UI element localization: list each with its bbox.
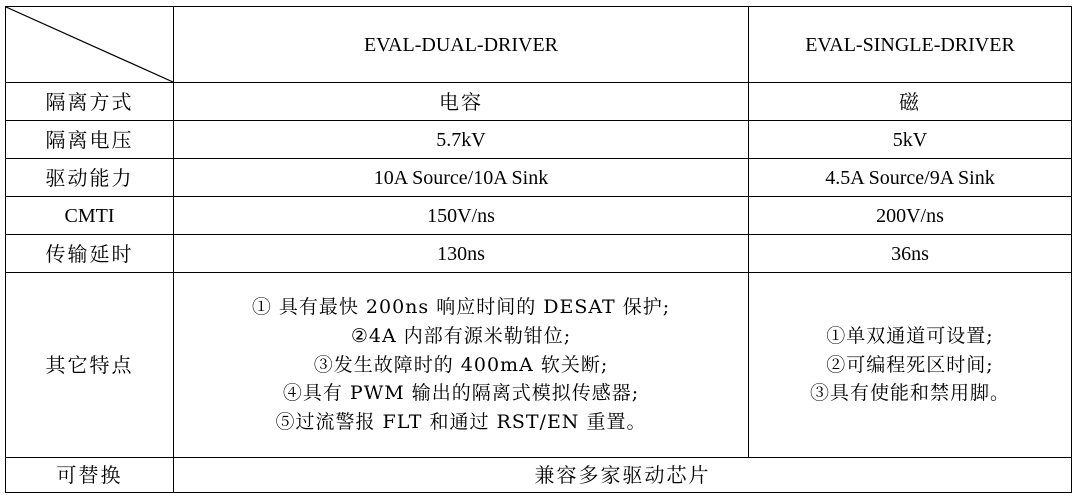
list-item: ③具有使能和禁用脚。 <box>809 382 1010 405</box>
replaceable-row <box>6 458 1072 493</box>
row-label: 其它特点 <box>6 273 174 458</box>
row-label: 传输延时 <box>6 235 174 273</box>
replaceable-value: 兼容多家驱动芯片 <box>174 458 1072 493</box>
list-item: ③发生故障时的 400mA 软关断; <box>313 353 609 376</box>
row-label: CMTI <box>6 197 174 235</box>
table-row <box>6 159 1072 197</box>
dual-value: 10A Source/10A Sink <box>174 159 749 197</box>
single-features-list <box>749 325 1071 405</box>
diagonal-line <box>6 7 173 82</box>
header-row <box>6 7 1072 83</box>
comparison-table <box>5 6 1072 493</box>
single-value: 4.5A Source/9A Sink <box>749 159 1072 197</box>
header-corner-cell <box>6 7 174 83</box>
list-item: ④具有 PWM 输出的隔离式模拟传感器; <box>282 382 640 405</box>
dual-features-list <box>174 296 748 434</box>
row-label: 驱动能力 <box>6 159 174 197</box>
row-label: 可替换 <box>6 458 174 493</box>
single-value: 5kV <box>749 121 1072 159</box>
list-item: ① 具有最快 200ns 响应时间的 DESAT 保护; <box>251 296 671 318</box>
list-item: ①单双通道可设置; <box>826 324 994 347</box>
row-label: 隔离电压 <box>6 121 174 159</box>
header-dual-driver: EVAL-DUAL-DRIVER <box>174 7 749 83</box>
single-features-cell <box>749 273 1072 458</box>
row-label: 隔离方式 <box>6 83 174 121</box>
dual-value: 130ns <box>174 235 749 273</box>
table-row <box>6 83 1072 121</box>
dual-value: 150V/ns <box>174 197 749 235</box>
dual-features-cell <box>174 273 749 458</box>
list-item: ②可编程死区时间; <box>826 353 994 376</box>
dual-value: 5.7kV <box>174 121 749 159</box>
dual-value: 电容 <box>174 83 749 121</box>
header-single-driver: EVAL-SINGLE-DRIVER <box>749 7 1072 83</box>
single-value: 200V/ns <box>749 197 1072 235</box>
table-row <box>6 197 1072 235</box>
features-row <box>6 273 1072 458</box>
table-row <box>6 121 1072 159</box>
list-item: ②4A 内部有源米勒钳位; <box>350 324 572 347</box>
single-value: 磁 <box>749 83 1072 121</box>
list-item: ⑤过流警报 FLT 和通过 RST/EN 重置。 <box>275 411 647 434</box>
single-value: 36ns <box>749 235 1072 273</box>
table-row <box>6 235 1072 273</box>
